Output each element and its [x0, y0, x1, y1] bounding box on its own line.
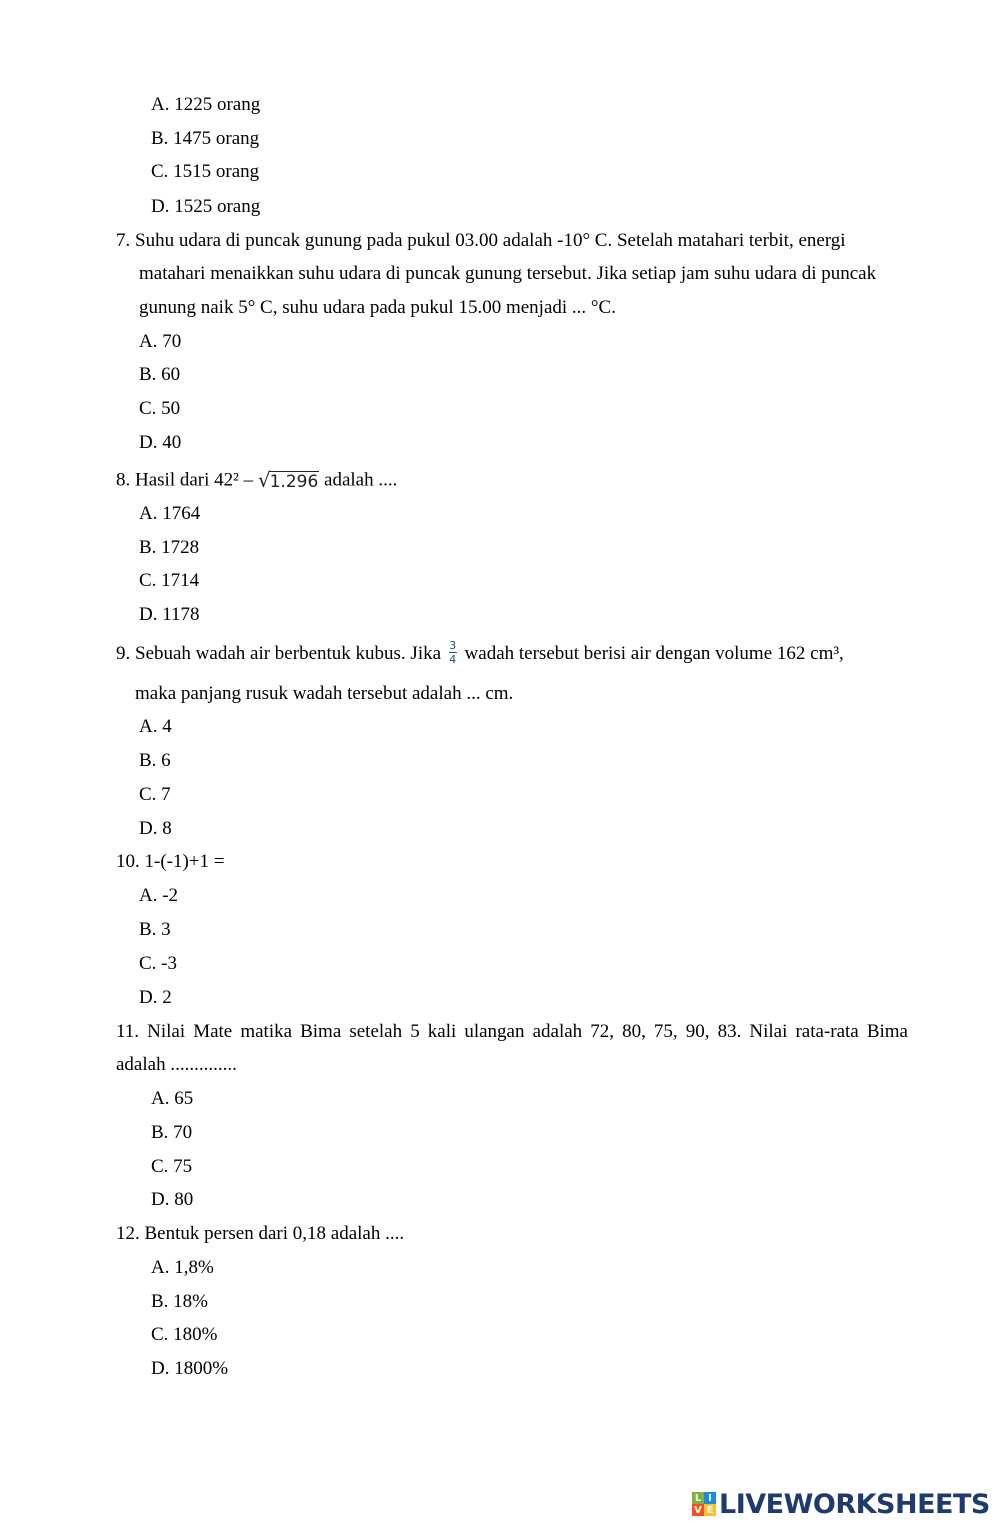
fraction: [449, 640, 457, 665]
q9-option-a[interactable]: A. 4: [139, 716, 172, 737]
q9-text-line2: maka panjang rusuk wadah tersebut adalah ... cm.: [135, 683, 514, 704]
q12-text: 12. Bentuk persen dari 0,18 adalah ....: [116, 1223, 405, 1244]
q10-option-d[interactable]: D. 2: [139, 987, 172, 1008]
q8-suffix: adalah ....: [324, 469, 398, 491]
q9-option-d[interactable]: D. 8: [139, 818, 172, 839]
q10-option-c[interactable]: C. -3: [139, 953, 177, 974]
q12-option-d[interactable]: D. 1800%: [151, 1358, 229, 1379]
q8-text: [116, 469, 397, 493]
q8-option-b[interactable]: B. 1728: [139, 537, 200, 558]
q12-option-c[interactable]: C. 180%: [151, 1324, 218, 1345]
q11-option-a[interactable]: A. 65: [151, 1088, 194, 1109]
q11-text-line2: adalah ..............: [116, 1054, 237, 1075]
fraction-denominator: 4: [449, 653, 457, 666]
logo-letter-l: L: [692, 1492, 704, 1504]
liveworksheets-icon: [692, 1492, 716, 1516]
q6-option-d[interactable]: D. 1525 orang: [151, 196, 261, 217]
q7-option-a[interactable]: A. 70: [139, 331, 182, 352]
q9-option-b[interactable]: B. 6: [139, 750, 171, 771]
q11-option-c[interactable]: C. 75: [151, 1156, 193, 1177]
logo-letter-e: E: [704, 1504, 716, 1516]
logo-letter-v: V: [692, 1504, 704, 1516]
q9-option-c[interactable]: C. 7: [139, 784, 171, 805]
q9-prefix: 9. Sebuah wadah air berbentuk kubus. Jika: [116, 642, 442, 664]
q9-suffix: wadah tersebut berisi air dengan volume 162 cm³,: [464, 642, 844, 664]
q10-option-a[interactable]: A. -2: [139, 885, 179, 906]
q6-option-c[interactable]: C. 1515 orang: [151, 161, 260, 182]
q7-option-b[interactable]: B. 60: [139, 364, 181, 385]
sqrt-expression: [258, 469, 319, 493]
liveworksheets-logo: [692, 1486, 990, 1522]
sqrt-radicand: 1.296: [269, 472, 319, 492]
q8-option-a[interactable]: A. 1764: [139, 503, 201, 524]
q11-text-line1: 11. Nilai Mate matika Bima setelah 5 kali ulangan adalah 72, 80, 75, 90, 83. Nilai rata-rata Bima: [116, 1021, 908, 1042]
q12-option-b[interactable]: B. 18%: [151, 1291, 208, 1312]
q11-option-b[interactable]: B. 70: [151, 1122, 193, 1143]
q8-option-c[interactable]: C. 1714: [139, 570, 200, 591]
q8-option-d[interactable]: D. 1178: [139, 604, 200, 625]
q7-option-d[interactable]: D. 40: [139, 432, 182, 453]
q7-text-line3: gunung naik 5° C, suhu udara pada pukul 15.00 menjadi ... °C.: [139, 297, 616, 318]
q10-option-b[interactable]: B. 3: [139, 919, 171, 940]
q7-text-line2: matahari menaikkan suhu udara di puncak gunung tersebut. Jika setiap jam suhu udara di puncak: [139, 263, 877, 284]
q7-text-line1: 7. Suhu udara di puncak gunung pada pukul 03.00 adalah -10° C. Setelah matahari terbit, energi: [116, 230, 846, 251]
q11-option-d[interactable]: D. 80: [151, 1189, 194, 1210]
liveworksheets-wordmark: LIVEWORKSHEETS: [719, 1488, 990, 1520]
q12-option-a[interactable]: A. 1,8%: [151, 1257, 214, 1278]
fraction-numerator: 3: [449, 639, 457, 652]
q6-option-a[interactable]: A. 1225 orang: [151, 94, 261, 115]
q10-text: 10. 1-(-1)+1 =: [116, 851, 225, 872]
logo-letter-i: I: [704, 1492, 716, 1504]
q6-option-b[interactable]: B. 1475 orang: [151, 128, 260, 149]
q7-option-c[interactable]: C. 50: [139, 398, 181, 419]
q9-text-line1: [116, 639, 844, 667]
q8-prefix: 8. Hasil dari 42² –: [116, 469, 254, 491]
sqrt-icon: √: [257, 468, 271, 492]
